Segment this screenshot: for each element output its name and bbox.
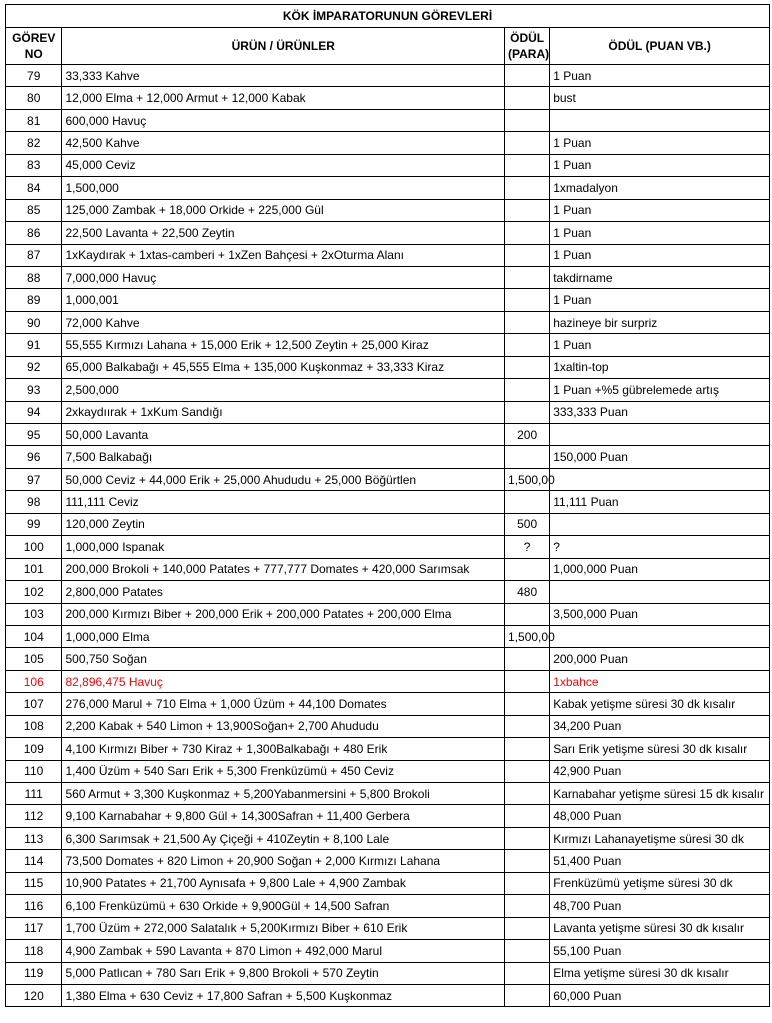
table-row — [6, 132, 770, 154]
table-title: KÖK İMPARATORUNUN GÖREVLERİ — [6, 5, 770, 28]
cell-products: 5,000 Patlıcan + 780 Sarı Erik + 9,800 Brokoli + 570 Zeytin — [62, 962, 505, 984]
cell-no: 106 — [6, 670, 62, 692]
title-row — [6, 5, 770, 28]
cell-money — [505, 783, 550, 805]
table-row — [6, 446, 770, 468]
cell-reward: 1 Puan +%5 gübrelemede artış — [550, 379, 770, 401]
cell-products: 1,000,000 Ispanak — [62, 536, 505, 558]
cell-products: 111,111 Ceviz — [62, 491, 505, 513]
cell-reward: Lavanta yetişme süresi 30 dk kısalır — [550, 917, 770, 939]
cell-money — [505, 289, 550, 311]
cell-products: 50,000 Lavanta — [62, 424, 505, 446]
cell-products: 560 Armut + 3,300 Kuşkonmaz + 5,200Yabanmersini + 5,800 Brokoli — [62, 783, 505, 805]
header-no: GÖREV NO — [6, 28, 62, 65]
table-row — [6, 87, 770, 109]
cell-no: 89 — [6, 289, 62, 311]
table-row — [6, 154, 770, 176]
cell-money: 1,500,00 — [505, 625, 550, 647]
cell-products: 1,380 Elma + 630 Ceviz + 17,800 Safran + 5,500 Kuşkonmaz — [62, 984, 505, 1006]
cell-no: 83 — [6, 154, 62, 176]
cell-reward: Sarı Erik yetişme süresi 30 dk kısalır — [550, 738, 770, 760]
cell-money — [505, 558, 550, 580]
cell-products: 276,000 Marul + 710 Elma + 1,000 Üzüm + 44,100 Domates — [62, 693, 505, 715]
table-row — [6, 558, 770, 580]
cell-products: 125,000 Zambak + 18,000 Orkide + 225,000 Gül — [62, 199, 505, 221]
table-row — [6, 491, 770, 513]
cell-products: 82,896,475 Havuç — [62, 670, 505, 692]
table-row — [6, 895, 770, 917]
cell-money — [505, 760, 550, 782]
cell-money — [505, 648, 550, 670]
cell-no: 90 — [6, 311, 62, 333]
cell-reward: Kırmızı Lahanayetişme süresi 30 dk — [550, 827, 770, 849]
header-money: ÖDÜL (PARA) — [505, 28, 550, 65]
cell-no: 81 — [6, 109, 62, 131]
cell-no: 119 — [6, 962, 62, 984]
table-row — [6, 199, 770, 221]
cell-no: 94 — [6, 401, 62, 423]
cell-no: 102 — [6, 581, 62, 603]
cell-no: 98 — [6, 491, 62, 513]
cell-reward — [550, 468, 770, 490]
cell-no: 107 — [6, 693, 62, 715]
table-row — [6, 872, 770, 894]
table-row — [6, 581, 770, 603]
cell-no: 85 — [6, 199, 62, 221]
cell-reward: 55,100 Puan — [550, 940, 770, 962]
cell-products: 50,000 Ceviz + 44,000 Erik + 25,000 Ahududu + 25,000 Böğürtlen — [62, 468, 505, 490]
table-row — [6, 222, 770, 244]
cell-no: 92 — [6, 356, 62, 378]
cell-no: 108 — [6, 715, 62, 737]
cell-products: 42,500 Kahve — [62, 132, 505, 154]
cell-money — [505, 715, 550, 737]
cell-money: ? — [505, 536, 550, 558]
cell-products: 500,750 Soğan — [62, 648, 505, 670]
cell-money — [505, 917, 550, 939]
table-row — [6, 827, 770, 849]
cell-money — [505, 827, 550, 849]
cell-reward: 1 Puan — [550, 65, 770, 87]
cell-reward: 34,200 Puan — [550, 715, 770, 737]
cell-no: 100 — [6, 536, 62, 558]
cell-reward: Frenküzümü yetişme süresi 30 dk — [550, 872, 770, 894]
table-row — [6, 940, 770, 962]
cell-no: 84 — [6, 177, 62, 199]
table-row — [6, 805, 770, 827]
cell-products: 1,400 Üzüm + 540 Sarı Erik + 5,300 Frenküzümü + 450 Ceviz — [62, 760, 505, 782]
cell-money — [505, 401, 550, 423]
cell-reward: 11,111 Puan — [550, 491, 770, 513]
cell-reward: 150,000 Puan — [550, 446, 770, 468]
cell-reward — [550, 109, 770, 131]
cell-reward — [550, 581, 770, 603]
table-row — [6, 648, 770, 670]
cell-products: 73,500 Domates + 820 Limon + 20,900 Soğan + 2,000 Kırmızı Lahana — [62, 850, 505, 872]
table-row — [6, 760, 770, 782]
cell-no: 82 — [6, 132, 62, 154]
cell-money: 200 — [505, 424, 550, 446]
cell-reward: takdirname — [550, 266, 770, 288]
cell-money — [505, 132, 550, 154]
cell-no: 117 — [6, 917, 62, 939]
table-row — [6, 65, 770, 87]
cell-products: 65,000 Balkabağı + 45,555 Elma + 135,000 Kuşkonmaz + 33,333 Kiraz — [62, 356, 505, 378]
cell-products: 2,200 Kabak + 540 Limon + 13,900Soğan+ 2,700 Ahududu — [62, 715, 505, 737]
cell-money: 500 — [505, 513, 550, 535]
cell-products: 9,100 Karnabahar + 9,800 Gül + 14,300Safran + 11,400 Gerbera — [62, 805, 505, 827]
cell-money — [505, 334, 550, 356]
cell-reward — [550, 625, 770, 647]
cell-reward: 1xbahce — [550, 670, 770, 692]
cell-no: 99 — [6, 513, 62, 535]
cell-money — [505, 491, 550, 513]
table-row — [6, 670, 770, 692]
table-row — [6, 984, 770, 1006]
cell-reward: Karnabahar yetişme süresi 15 dk kısalır — [550, 783, 770, 805]
cell-no: 110 — [6, 760, 62, 782]
cell-reward: 1 Puan — [550, 334, 770, 356]
cell-money — [505, 177, 550, 199]
cell-money — [505, 984, 550, 1006]
table-row — [6, 738, 770, 760]
cell-no: 97 — [6, 468, 62, 490]
cell-products: 55,555 Kırmızı Lahana + 15,000 Erik + 12,500 Zeytin + 25,000 Kiraz — [62, 334, 505, 356]
header-reward: ÖDÜL (PUAN VB.) — [550, 28, 770, 65]
cell-reward: 1 Puan — [550, 199, 770, 221]
cell-no: 104 — [6, 625, 62, 647]
cell-money — [505, 87, 550, 109]
cell-money — [505, 266, 550, 288]
quest-table — [5, 4, 770, 1007]
cell-no: 111 — [6, 783, 62, 805]
cell-reward: 1,000,000 Puan — [550, 558, 770, 580]
cell-products: 1,700 Üzüm + 272,000 Salatalık + 5,200Kırmızı Biber + 610 Erik — [62, 917, 505, 939]
cell-money: 480 — [505, 581, 550, 603]
cell-no: 101 — [6, 558, 62, 580]
cell-reward: 1 Puan — [550, 222, 770, 244]
cell-reward: 60,000 Puan — [550, 984, 770, 1006]
cell-money: 1,500,00 — [505, 468, 550, 490]
cell-reward: ? — [550, 536, 770, 558]
cell-products: 1xKaydırak + 1xtas-camberi + 1xZen Bahçesi + 2xOturma Alanı — [62, 244, 505, 266]
cell-reward: 1xaltin-top — [550, 356, 770, 378]
cell-no: 105 — [6, 648, 62, 670]
cell-products: 1,000,001 — [62, 289, 505, 311]
cell-money — [505, 895, 550, 917]
cell-no: 96 — [6, 446, 62, 468]
cell-reward: 333,333 Puan — [550, 401, 770, 423]
table-row — [6, 289, 770, 311]
cell-products: 1,000,000 Elma — [62, 625, 505, 647]
header-products: ÜRÜN / ÜRÜNLER — [62, 28, 505, 65]
table-row — [6, 468, 770, 490]
cell-reward — [550, 424, 770, 446]
cell-money — [505, 962, 550, 984]
cell-no: 86 — [6, 222, 62, 244]
cell-products: 1,500,000 — [62, 177, 505, 199]
cell-products: 22,500 Lavanta + 22,500 Zeytin — [62, 222, 505, 244]
cell-reward: 1 Puan — [550, 289, 770, 311]
cell-reward: 42,900 Puan — [550, 760, 770, 782]
cell-money — [505, 693, 550, 715]
cell-no: 80 — [6, 87, 62, 109]
cell-money — [505, 244, 550, 266]
cell-no: 114 — [6, 850, 62, 872]
cell-products: 72,000 Kahve — [62, 311, 505, 333]
cell-no: 112 — [6, 805, 62, 827]
cell-money — [505, 199, 550, 221]
cell-reward: 51,400 Puan — [550, 850, 770, 872]
table-row — [6, 356, 770, 378]
cell-reward: Kabak yetişme süresi 30 dk kısalır — [550, 693, 770, 715]
cell-reward: 1 Puan — [550, 244, 770, 266]
table-row — [6, 917, 770, 939]
cell-no: 116 — [6, 895, 62, 917]
cell-reward: 3,500,000 Puan — [550, 603, 770, 625]
cell-money — [505, 222, 550, 244]
cell-products: 45,000 Ceviz — [62, 154, 505, 176]
table-row — [6, 536, 770, 558]
cell-money — [505, 805, 550, 827]
cell-products: 6,300 Sarımsak + 21,500 Ay Çiçeği + 410Zeytin + 8,100 Lale — [62, 827, 505, 849]
table-row — [6, 962, 770, 984]
table-row — [6, 603, 770, 625]
cell-no: 103 — [6, 603, 62, 625]
cell-money — [505, 109, 550, 131]
cell-no: 95 — [6, 424, 62, 446]
cell-no: 91 — [6, 334, 62, 356]
cell-no: 87 — [6, 244, 62, 266]
table-row — [6, 109, 770, 131]
cell-products: 200,000 Brokoli + 140,000 Patates + 777,777 Domates + 420,000 Sarımsak — [62, 558, 505, 580]
cell-products: 200,000 Kırmızı Biber + 200,000 Erik + 200,000 Patates + 200,000 Elma — [62, 603, 505, 625]
table-row — [6, 266, 770, 288]
table-row — [6, 513, 770, 535]
cell-money — [505, 379, 550, 401]
cell-no: 79 — [6, 65, 62, 87]
cell-reward: 1 Puan — [550, 154, 770, 176]
header-row — [6, 28, 770, 65]
cell-money — [505, 940, 550, 962]
cell-reward — [550, 513, 770, 535]
cell-money — [505, 311, 550, 333]
cell-reward: hazineye bir surpriz — [550, 311, 770, 333]
cell-products: 6,100 Frenküzümü + 630 Orkide + 9,900Gül + 14,500 Safran — [62, 895, 505, 917]
cell-products: 33,333 Kahve — [62, 65, 505, 87]
cell-reward: 48,000 Puan — [550, 805, 770, 827]
table-row — [6, 715, 770, 737]
cell-products: 2,500,000 — [62, 379, 505, 401]
cell-money — [505, 738, 550, 760]
cell-reward: bust — [550, 87, 770, 109]
cell-money — [505, 850, 550, 872]
cell-products: 10,900 Patates + 21,700 Aynısafa + 9,800 Lale + 4,900 Zambak — [62, 872, 505, 894]
cell-reward: Elma yetişme süresi 30 dk kısalır — [550, 962, 770, 984]
cell-products: 2,800,000 Patates — [62, 581, 505, 603]
table-row — [6, 783, 770, 805]
cell-products: 600,000 Havuç — [62, 109, 505, 131]
cell-products: 4,100 Kırmızı Biber + 730 Kiraz + 1,300Balkabağı + 480 Erik — [62, 738, 505, 760]
cell-reward: 1xmadalyon — [550, 177, 770, 199]
cell-money — [505, 603, 550, 625]
cell-no: 115 — [6, 872, 62, 894]
cell-products: 12,000 Elma + 12,000 Armut + 12,000 Kabak — [62, 87, 505, 109]
table-row — [6, 401, 770, 423]
cell-money — [505, 670, 550, 692]
table-row — [6, 424, 770, 446]
cell-money — [505, 356, 550, 378]
cell-money — [505, 872, 550, 894]
cell-no: 88 — [6, 266, 62, 288]
quest-table-sheet — [5, 4, 770, 1007]
cell-reward: 48,700 Puan — [550, 895, 770, 917]
cell-no: 113 — [6, 827, 62, 849]
table-row — [6, 177, 770, 199]
table-row — [6, 334, 770, 356]
table-row — [6, 244, 770, 266]
cell-products: 2xkaydıırak + 1xKum Sandığı — [62, 401, 505, 423]
table-row — [6, 850, 770, 872]
cell-no: 109 — [6, 738, 62, 760]
cell-no: 93 — [6, 379, 62, 401]
cell-money — [505, 446, 550, 468]
cell-products: 4,900 Zambak + 590 Lavanta + 870 Limon + 492,000 Marul — [62, 940, 505, 962]
cell-money — [505, 154, 550, 176]
cell-products: 7,000,000 Havuç — [62, 266, 505, 288]
cell-money — [505, 65, 550, 87]
cell-reward: 1 Puan — [550, 132, 770, 154]
cell-reward: 200,000 Puan — [550, 648, 770, 670]
table-row — [6, 311, 770, 333]
cell-no: 120 — [6, 984, 62, 1006]
cell-products: 7,500 Balkabağı — [62, 446, 505, 468]
cell-products: 120,000 Zeytin — [62, 513, 505, 535]
table-row — [6, 625, 770, 647]
table-row — [6, 379, 770, 401]
cell-no: 118 — [6, 940, 62, 962]
table-row — [6, 693, 770, 715]
